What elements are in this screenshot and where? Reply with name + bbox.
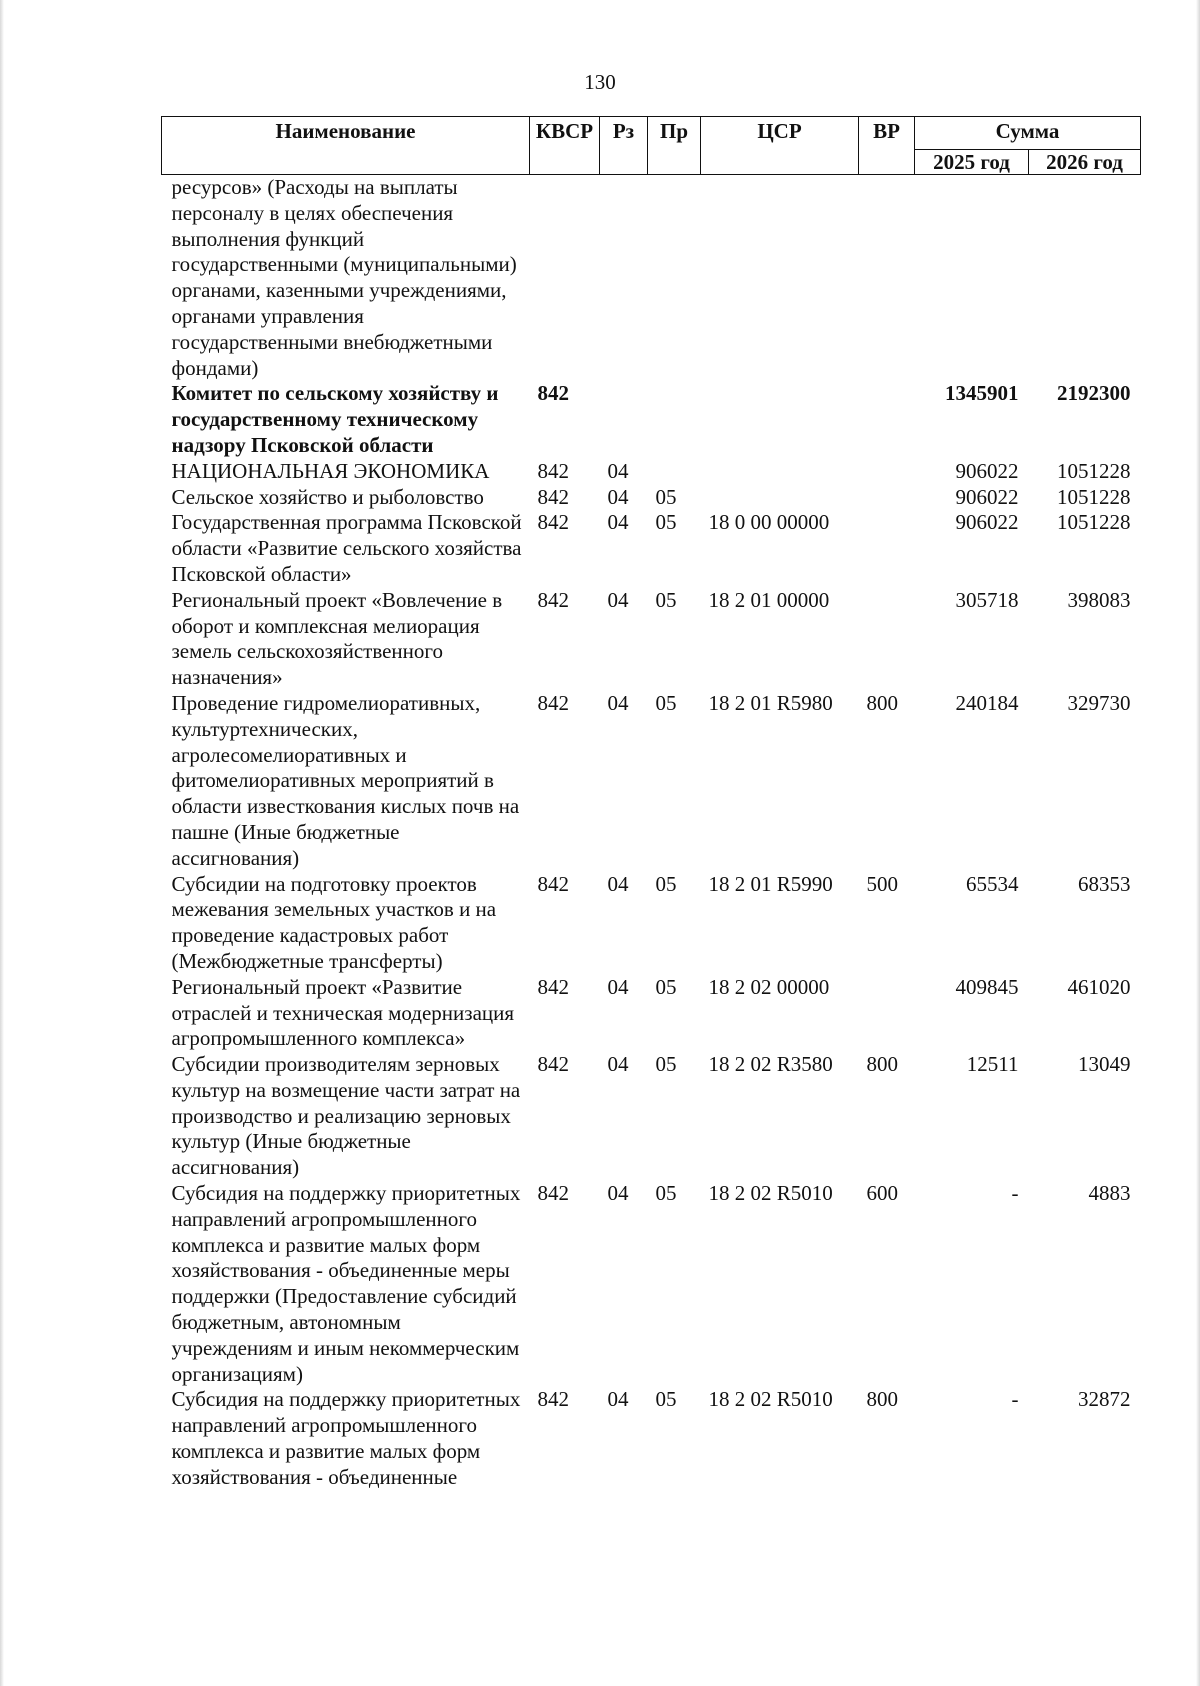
row-csr: 18 0 00 00000 [708,510,830,535]
header-vr: ВР [859,117,915,175]
table-body [162,175,1141,1491]
table-row [162,510,1141,587]
row-kvsr: 842 [537,974,569,999]
header-rz: Рз [600,117,648,175]
row-sum-2025: 65534 [966,871,1019,896]
row-rz: 04 [607,484,629,509]
table-row [162,872,1141,975]
row-csr [701,175,859,382]
table-row [162,691,1141,872]
row-kvsr: 842 [537,1181,569,1206]
row-pr: 05 [655,690,677,715]
row-kvsr: 842 [537,484,569,509]
row-sum-2026: 32872 [1078,1387,1131,1412]
row-vr [859,485,915,511]
row-vr [859,381,915,458]
page-number: 130 [584,70,616,94]
row-sum-2025: 906022 [955,458,1019,483]
row-sum-2025: 1345901 [945,381,1019,406]
row-name: Субсидия на поддержку приоритетных направлений агропромышленного комплекса и развитие малых форм хозяйствования - объединенные [171,1387,521,1489]
row-pr: 05 [655,974,677,999]
row-pr: 05 [655,484,677,509]
table-row [162,1052,1141,1181]
table-row [162,588,1141,691]
row-vr [859,459,915,485]
row-sum-2026: 1051228 [1057,510,1131,535]
row-sum-2026: 398083 [1067,587,1131,612]
row-rz: 04 [607,1181,629,1206]
table-row [162,975,1141,1052]
row-csr [701,381,859,458]
row-sum-2025: - [1011,1387,1019,1412]
row-name: Субсидии производителям зерновых культур на возмещение части затрат на производство и реализацию зерновых культур (Иные бюджетные ассигнования) [171,1052,521,1180]
row-sum-2025: 12511 [966,1052,1019,1077]
row-csr [701,459,859,485]
row-sum-2025 [915,175,1029,382]
row-sum-2026: 2192300 [1057,381,1131,406]
row-pr: 05 [655,1387,677,1412]
row-vr [859,175,915,382]
row-name: Субсидии на подготовку проектов межевания земельных участков и на проведение кадастровых работ (Межбюджетные трансферты) [171,871,497,973]
row-pr [648,381,701,458]
row-sum-2026: 68353 [1078,871,1131,896]
header-year-2025: 2025 год [915,150,1029,175]
row-rz: 04 [607,458,629,483]
header-sum: Сумма [915,117,1141,150]
row-vr [859,975,915,1052]
row-kvsr: 842 [537,458,569,483]
row-name: ресурсов» (Расходы на выплаты персоналу в целях обеспечения выполнения функций государственными (муниципальными) органами, казенными учреждениями, органами управления государственными внебюджетными фондами) [171,175,517,380]
row-rz: 04 [607,690,629,715]
row-sum-2026 [1029,175,1141,382]
row-sum-2026: 461020 [1067,974,1131,999]
row-kvsr: 842 [537,510,569,535]
budget-table [161,116,1141,1491]
row-pr: 05 [655,1181,677,1206]
row-kvsr: 842 [537,871,569,896]
row-name: Проведение гидромелиоративных, культуртехнических, агролесомелиоративных и фитомелиоративных мероприятий в области известкования кислых почв на пашне (Иные бюджетные ассигнования) [171,690,520,870]
row-rz [600,175,648,382]
row-sum-2025: 906022 [955,484,1019,509]
row-name: Региональный проект «Развитие отраслей и техническая модернизация агропромышленного комплекса» [171,974,515,1051]
row-rz [600,381,648,458]
table-row [162,485,1141,511]
row-csr: 18 2 01 00000 [708,587,830,612]
row-kvsr [530,175,600,382]
row-kvsr: 842 [537,1052,569,1077]
scan-edge-right [1196,0,1200,1686]
row-name: Сельское хозяйство и рыболовство [171,484,484,509]
header-pr: Пр [648,117,701,175]
row-csr: 18 2 02 00000 [708,974,830,999]
row-vr: 800 [866,1387,898,1412]
row-csr: 18 2 02 R5010 [708,1181,833,1206]
row-sum-2026: 329730 [1067,690,1131,715]
row-name: Комитет по сельскому хозяйству и государственному техническому надзору Псковской области [171,381,499,457]
row-sum-2025: - [1011,1181,1019,1206]
row-pr: 05 [655,587,677,612]
row-rz: 04 [607,587,629,612]
row-rz: 04 [607,510,629,535]
table-row [162,459,1141,485]
row-csr: 18 2 02 R5010 [708,1387,833,1412]
row-csr [701,485,859,511]
table-row [162,175,1141,382]
row-vr [859,510,915,587]
scan-edge-left [0,0,4,1686]
row-name: Субсидия на поддержку приоритетных направлений агропромышленного комплекса и развитие малых форм хозяйствования - объединенные меры поддержки (Предоставление субсидий бюджетным, автономным учреждениям и иным некоммерческим организациям) [171,1181,521,1386]
row-pr: 05 [655,871,677,896]
header-kvsr: КВСР [530,117,600,175]
row-vr: 800 [866,690,898,715]
row-vr [859,588,915,691]
row-pr [648,175,701,382]
row-name: Региональный проект «Вовлечение в оборот и комплексная мелиорация земель сельскохозяйственного назначения» [171,587,503,690]
row-csr: 18 2 01 R5980 [708,690,833,715]
row-rz: 04 [607,871,629,896]
row-sum-2025: 240184 [955,690,1019,715]
row-vr: 500 [866,871,898,896]
header-name: Наименование [162,117,530,175]
row-sum-2026: 13049 [1078,1052,1131,1077]
row-kvsr: 842 [537,587,569,612]
row-sum-2025: 906022 [955,510,1019,535]
row-sum-2025: 409845 [955,974,1019,999]
row-rz: 04 [607,1387,629,1412]
row-pr [648,459,701,485]
table-header [162,117,1141,175]
row-name: НАЦИОНАЛЬНАЯ ЭКОНОМИКА [171,458,490,483]
table-row [162,1181,1141,1387]
header-csr: ЦСР [701,117,859,175]
row-kvsr: 842 [537,690,569,715]
row-sum-2026: 1051228 [1057,484,1131,509]
row-csr: 18 2 02 R3580 [708,1052,833,1077]
row-sum-2026: 1051228 [1057,458,1131,483]
header-year-2026: 2026 год [1029,150,1141,175]
row-rz: 04 [607,974,629,999]
row-kvsr: 842 [537,1387,569,1412]
row-pr: 05 [655,510,677,535]
row-name: Государственная программа Псковской области «Развитие сельского хозяйства Псковской области» [171,510,522,586]
table-row [162,1387,1141,1490]
table-row [162,381,1141,458]
row-rz: 04 [607,1052,629,1077]
row-sum-2025: 305718 [955,587,1019,612]
row-csr: 18 2 01 R5990 [708,871,833,896]
row-vr: 800 [866,1052,898,1077]
row-kvsr: 842 [537,381,569,406]
row-sum-2026: 4883 [1088,1181,1131,1206]
row-vr: 600 [866,1181,898,1206]
row-pr: 05 [655,1052,677,1077]
